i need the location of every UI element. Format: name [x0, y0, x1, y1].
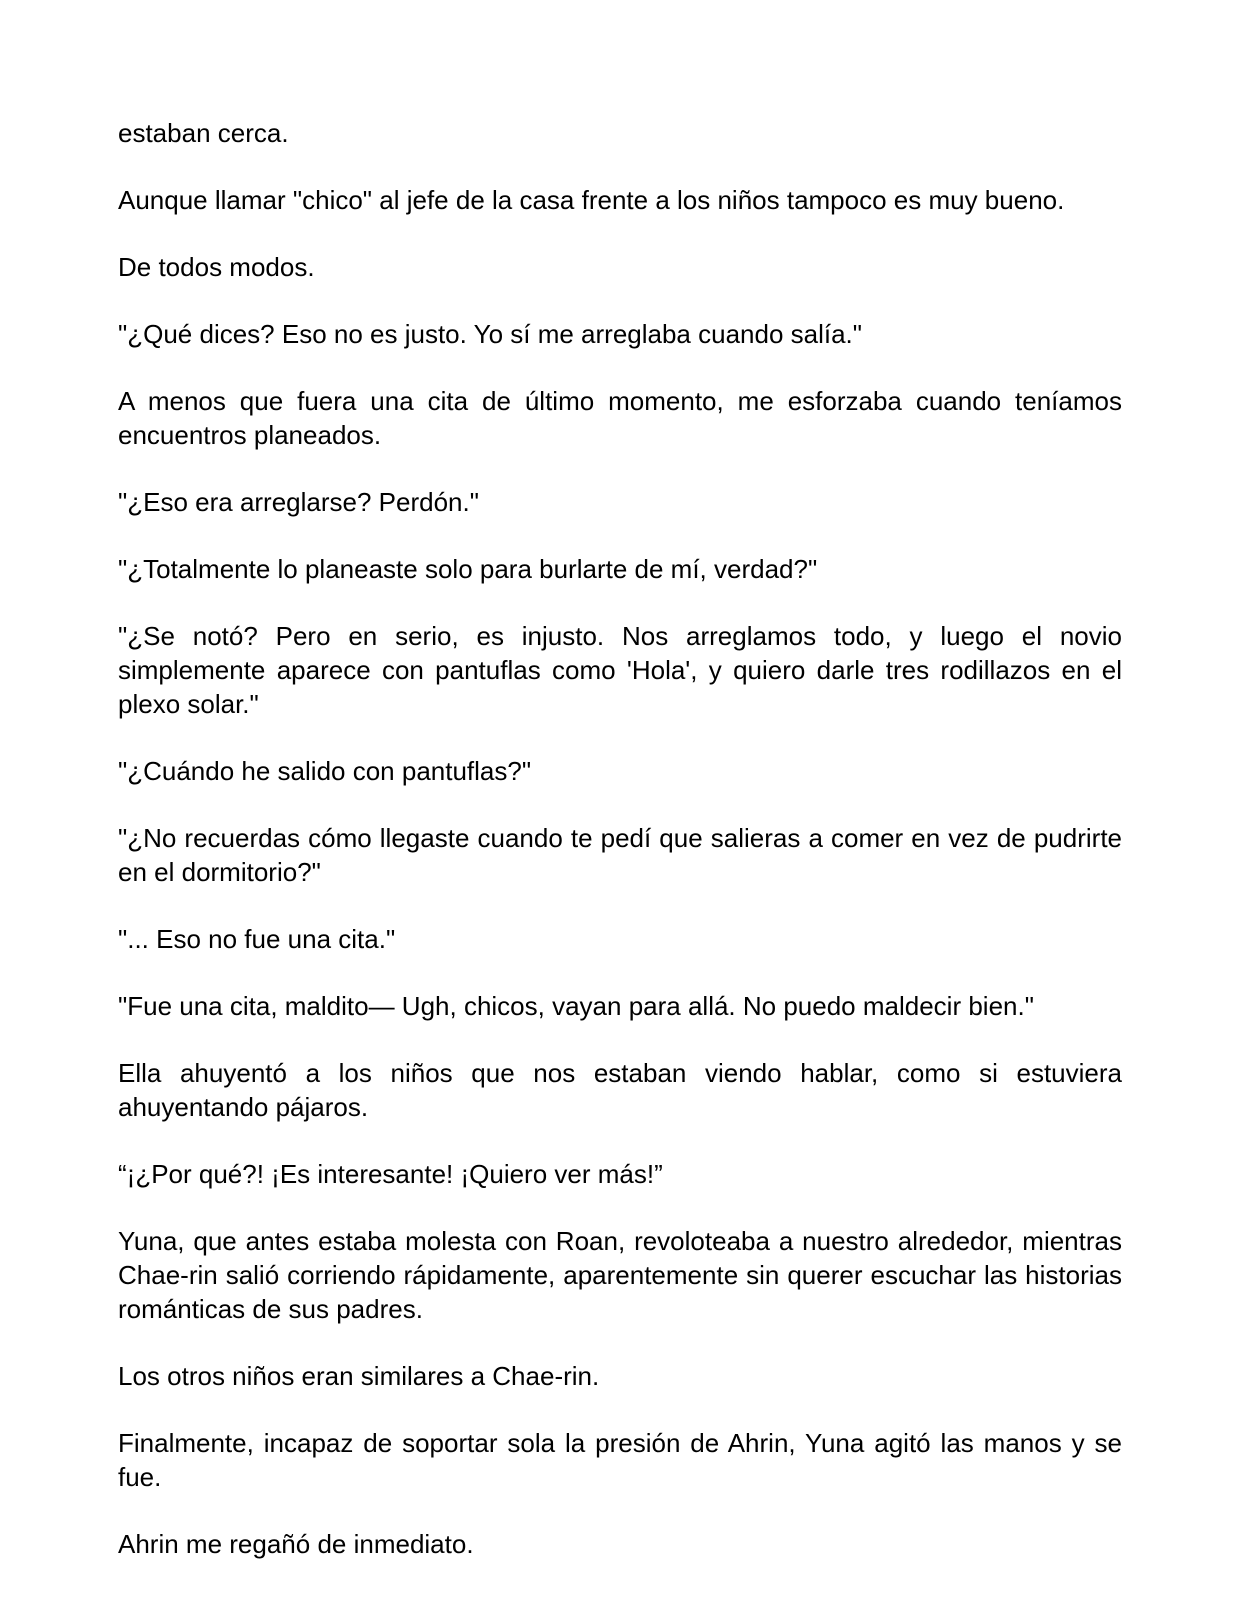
paragraph: "Fue una cita, maldito— Ugh, chicos, vayan para allá. No puedo maldecir bien."	[118, 991, 1034, 1021]
paragraph: Los otros niños eran similares a Chae-rin.	[118, 1361, 600, 1391]
paragraph: Aunque llamar "chico" al jefe de la casa frente a los niños tampoco es muy bueno.	[118, 185, 1065, 215]
paragraph: "¿Qué dices? Eso no es justo. Yo sí me arreglaba cuando salía."	[118, 319, 863, 349]
paragraph: “¡¿Por qué?! ¡Es interesante! ¡Quiero ver más!”	[118, 1159, 663, 1189]
paragraph: estaban cerca.	[118, 118, 289, 148]
paragraph: A menos que fuera una cita de último momento, me esforzaba cuando teníamos encuentros planeados.	[118, 386, 1122, 450]
paragraph: "¿No recuerdas cómo llegaste cuando te pedí que salieras a comer en vez de pudrirte en el dormitorio?"	[118, 823, 1122, 887]
paragraph: "¿Totalmente lo planeaste solo para burlarte de mí, verdad?"	[118, 554, 818, 584]
paragraph: "¿Eso era arreglarse? Perdón."	[118, 487, 479, 517]
paragraph: "¿Se notó? Pero en serio, es injusto. Nos arreglamos todo, y luego el novio simplemente aparece con pantuflas como 'Hola', y quiero darle tres rodillazos en el plexo solar."	[118, 621, 1122, 719]
paragraph: Yuna, que antes estaba molesta con Roan, revoloteaba a nuestro alrededor, mientras Chae-rin salió corriendo rápidamente, aparentemente sin querer escuchar las historias románticas de sus padres.	[118, 1226, 1122, 1324]
paragraph: Ella ahuyentó a los niños que nos estaban viendo hablar, como si estuviera ahuyentando pájaros.	[118, 1058, 1122, 1122]
paragraph: "¿Cuándo he salido con pantuflas?"	[118, 756, 532, 786]
paragraph: De todos modos.	[118, 252, 315, 282]
paragraph: Finalmente, incapaz de soportar sola la presión de Ahrin, Yuna agitó las manos y se fue.	[118, 1428, 1122, 1492]
paragraph: Ahrin me regañó de inmediato.	[118, 1529, 474, 1559]
paragraph: "... Eso no fue una cita."	[118, 924, 396, 954]
document-page	[118, 116, 1122, 1594]
